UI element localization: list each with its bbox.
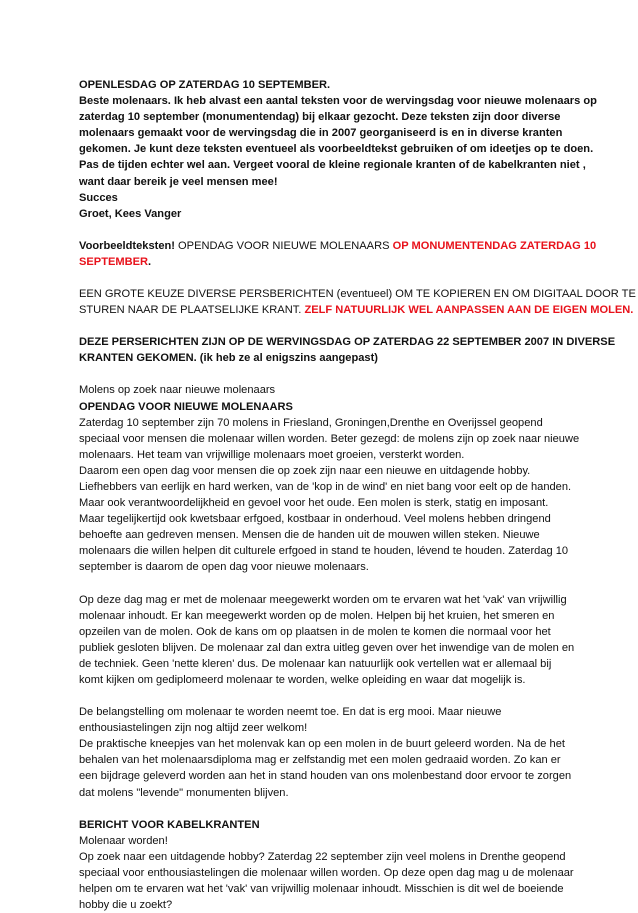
article1-para2-line: de techniek. Geen 'nette kleren' dus. De molenaar kan natuurlijk ook vertellen wat er allemaal bij (79, 657, 552, 670)
example-label: Voorbeeldteksten! (79, 239, 175, 252)
choice-line1: EEN GROTE KEUZE DIVERSE PERSBERICHTEN (eventueel) OM TE KOPIEREN EN OM DIGITAAL DOOR TE (79, 288, 636, 301)
example-section (79, 238, 597, 270)
article1-line: Maar ook verantwoordelijkheid en gevoel voor het oude. Een molen is sterk, statig en imposant. (79, 497, 549, 510)
article1-line: speciaal voor mensen die molenaar willen worden. Beter gezegd: de molens zijn op zoek naar nieuwe (79, 432, 580, 445)
intro-line: Pas de tijden echter wel aan. Vergeet vooral de kleine regionale kranten of de kabelkranten niet , (79, 159, 586, 172)
intro-signature: Groet, Kees Vanger (79, 207, 182, 220)
article1-para2-line: molenaar inhoudt. Er kan meegewerkt worden op de molen. Helpen bij het kruien, het smeren en (79, 609, 555, 622)
article1-heading: OPENDAG VOOR NIEUWE MOLENAARS (79, 400, 293, 413)
article1-section (79, 382, 580, 575)
notice-section (79, 334, 616, 366)
intro-line: Beste molenaars. Ik heb alvast een aantal teksten voor de wervingsdag voor nieuwe molenaars op (79, 95, 597, 108)
article2-line: Molenaar worden! (79, 834, 168, 847)
article1-para3-line: De praktische kneepjes van het molenvak kan op een molen in de buurt geleerd worden. Na de het (79, 738, 565, 751)
article2-heading: BERICHT VOOR KABELKRANTEN (79, 818, 260, 831)
article2-section (79, 817, 574, 913)
article1-para2-line: opzeilen van de molen. Ook de kans om op plaatsen in de molen te komen die normaal voor het (79, 625, 551, 638)
article1-line: molenaars die willen helpen dit culturele erfgoed in stand te houden, lévend te houden. Zaterdag 10 (79, 545, 569, 558)
article1-line: Maar tegelijkertijd ook kwetsbaar erfgoed, kostbaar in onderhoud. Veel molens hebben dringend (79, 513, 551, 526)
article2-line: speciaal voor enthousiastelingen die molenaar willen worden. Op deze open dag mag u de molenaar (79, 866, 574, 879)
intro-line: want daar bereik je veel mensen mee! (79, 175, 278, 188)
article1-para3-line: De belangstelling om molenaar te worden neemt toe. En dat is erg mooi. Maar nieuwe (79, 706, 502, 719)
example-period: . (148, 255, 152, 268)
intro-section (79, 77, 597, 222)
article1-para3-line: enthousiastelingen zijn nog altijd zeer welkom! (79, 722, 308, 735)
intro-line: molenaars gemaakt voor de wervingsdag die in 2007 georganiseerd is en in diverse kranten (79, 127, 563, 140)
article1-line: Daarom een open dag voor mensen die op zoek zijn naar een nieuwe en uitdagende hobby. (79, 464, 531, 477)
article1-line: behoefte aan gedreven mensen. Mensen die de handen uit de mouwen willen steken. Nieuwe (79, 529, 540, 542)
intro-heading: OPENLESDAG OP ZATERDAG 10 SEPTEMBER. (79, 79, 331, 91)
choice-line2 (79, 302, 634, 318)
article1-para3-line: een bijdrage geleverd worden aan het in stand houden van ons molenbestand door ervoor te zorgen (79, 770, 572, 783)
article1-line: Zaterdag 10 september zijn 70 molens in Friesland, Groningen,Drenthe en Overijssel geopend (79, 416, 543, 429)
article1-kicker: Molens op zoek naar nieuwe molenaars (79, 384, 276, 397)
article2-line: Op zoek naar een uitdagende hobby? Zaterdag 22 september zijn veel molens in Drenthe geopend (79, 850, 566, 863)
example-line (79, 238, 597, 254)
example-red-line1: OP MONUMENTENDAG ZATERDAG 10 (392, 239, 597, 252)
intro-line: Succes (79, 191, 118, 204)
article1-para3-line: behalen van het molenaarsdiploma mag er zelfstandig met een molen gedraaid worden. Zo kan er (79, 754, 561, 767)
notice-line: KRANTEN GEKOMEN. (ik heb ze al enigszins aangepast) (79, 352, 378, 365)
choice-line2-plain: STUREN NAAR DE PLAATSELIJKE KRANT. (79, 304, 305, 317)
article1-para2-line: komt kijken om gediplomeerd molenaar te worden, welke opleiding en waar dat mogelijk is. (79, 674, 526, 686)
article1-para2-line: Op deze dag mag er met de molenaar meegewerkt worden om te ervaren wat het 'vak' van vrijwillig (79, 593, 567, 606)
article1-line: Liefhebbers van eerlijk en hard werken, van de 'kop in de wind' en niet bang voor eelt op de handen. (79, 480, 572, 493)
choice-section (79, 286, 636, 318)
intro-line: zaterdag 10 september (monumentendag) bij elkaar gezocht. Deze teksten zijn door diverse (79, 111, 561, 124)
article1-line: molenaars. Het team van vrijwillige molenaars moet groeien, versterkt worden. (79, 448, 465, 461)
example-text: OPENDAG VOOR NIEUWE MOLENAARS (174, 239, 393, 252)
example-line (79, 254, 568, 270)
choice-line2-red: ZELF NATUURLIJK WEL AANPASSEN AAN DE EIGEN MOLEN. (304, 304, 634, 317)
notice-line: DEZE PERSERICHTEN ZIJN OP DE WERVINGSDAG OP ZATERDAG 22 SEPTEMBER 2007 IN DIVERSE (79, 336, 616, 349)
article1-para2-line: publiek gesloten blijven. De molenaar zal dan extra uitleg geven over het inwendige van de molen en (79, 641, 575, 654)
article1-paragraph2 (79, 592, 575, 689)
article2-line: helpen om te ervaren wat het 'vak' van vrijwillig molenaar inhoudt. Misschien is dit wel de boeiende (79, 883, 564, 896)
article1-para3-line: dat molens "levende" monumenten blijven. (79, 786, 289, 799)
intro-line: gekomen. Je kunt deze teksten eventueel als voorbeeldtekst gebruiken of om ideetjes op te doen. (79, 143, 594, 156)
article1-line: september is daarom de open dag voor nieuwe molenaars. (79, 561, 369, 574)
article1-paragraph3 (79, 704, 572, 801)
article2-line: hobby die u zoekt? (79, 899, 173, 912)
example-red-line2: SEPTEMBER (79, 255, 149, 268)
